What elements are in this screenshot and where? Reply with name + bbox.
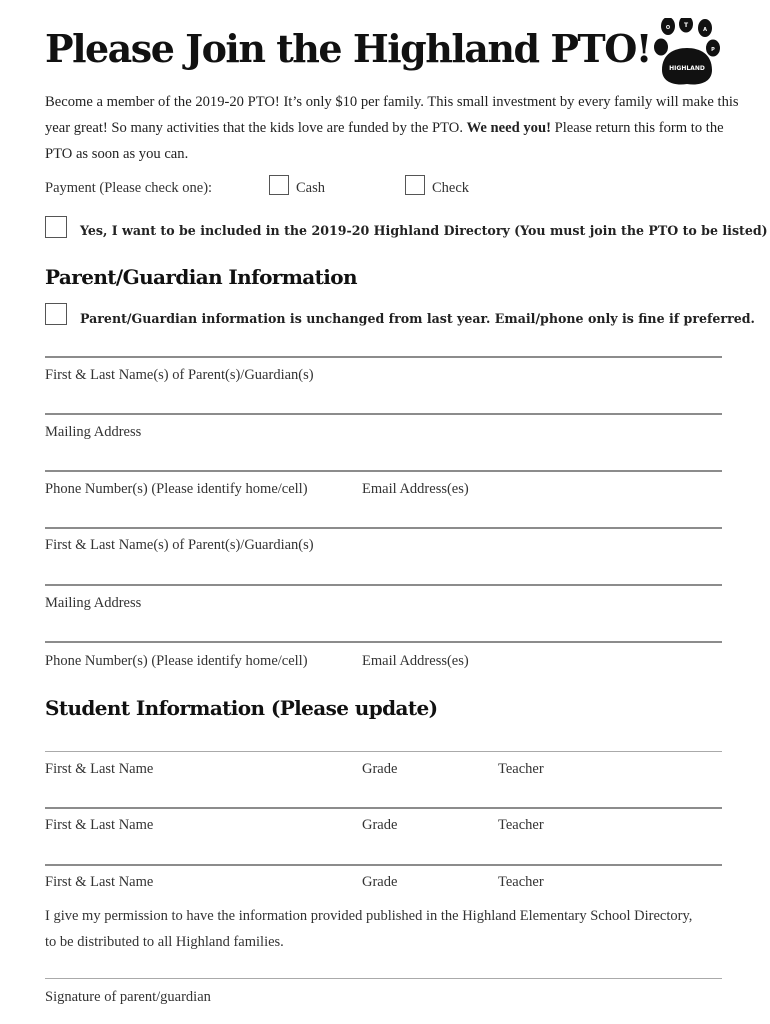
signature-label: Signature of parent/guardian	[45, 989, 211, 1005]
parent2-name-field[interactable]	[45, 489, 722, 529]
permission-statement: I give my permission to have the information provided published in the Highland Elementary School Directory, to be distributed to all Highland families.	[45, 908, 693, 950]
intro-paragraph	[45, 89, 745, 167]
parent2-email-label: Email Address(es)	[362, 653, 469, 669]
parent2-address-field[interactable]	[45, 546, 722, 586]
student1-grade-label: Grade	[362, 761, 398, 777]
parent-section-heading: Parent/Guardian Information	[45, 265, 357, 289]
intro-text-after: Please return this form to the PTO as soon as you can.	[45, 120, 724, 162]
student2-teacher-label: Teacher	[498, 817, 544, 833]
intro-text: Become a member of the 2019-20 PTO! It’s only $10 per family. This small investment by every family will make this year great! So many activities that the kids love are funded by the PTO.	[45, 94, 739, 136]
parent1-name-label: First & Last Name(s) of Parent(s)/Guardian(s)	[45, 367, 314, 383]
student3-name-label: First & Last Name	[45, 874, 154, 890]
cash-label: Cash	[296, 180, 325, 196]
student3-grade-label: Grade	[362, 874, 398, 890]
paw-logo-icon	[652, 18, 724, 88]
parent1-phone-label: Phone Number(s) (Please identify home/cell)	[45, 481, 308, 497]
check-label: Check	[432, 180, 470, 196]
cash-checkbox[interactable]	[269, 175, 289, 195]
parent2-address-label: Mailing Address	[45, 595, 142, 611]
parent2-phone-label: Phone Number(s) (Please identify home/cell)	[45, 653, 308, 669]
svg-text:T: T	[683, 22, 689, 29]
parent1-name-field[interactable]	[45, 318, 722, 358]
signature-field[interactable]	[45, 940, 722, 980]
check-checkbox[interactable]	[405, 175, 425, 195]
parent2-name-label: First & Last Name(s) of Parent(s)/Guardian(s)	[45, 537, 314, 553]
svg-text:P: P	[711, 47, 715, 53]
page-title: Please Join the Highland PTO!	[45, 26, 651, 71]
student2-grade-label: Grade	[362, 817, 398, 833]
student-section-heading: Student Information (Please update)	[45, 696, 438, 720]
student1-name-label: First & Last Name	[45, 761, 154, 777]
student3-field[interactable]	[45, 826, 722, 866]
parent1-email-label: Email Address(es)	[362, 481, 469, 497]
intro-emphasis: We need you!	[466, 120, 551, 136]
parent1-contact-field[interactable]	[45, 432, 722, 472]
payment-label: Payment (Please check one):	[45, 180, 213, 196]
svg-text:A: A	[703, 27, 707, 33]
unchanged-label: Parent/Guardian information is unchanged from last year. Email/phone only is fine if preferred.	[80, 311, 755, 326]
logo-label: HIGHLAND	[669, 65, 705, 72]
svg-text:O: O	[665, 25, 671, 31]
directory-opt-in-label: Yes, I want to be included in the 2019-20 Highland Directory (You must join the PTO to be listed)	[80, 223, 768, 238]
student1-field[interactable]	[45, 713, 722, 753]
student2-name-label: First & Last Name	[45, 817, 154, 833]
student2-field[interactable]	[45, 769, 722, 809]
parent1-address-label: Mailing Address	[45, 424, 142, 440]
student1-teacher-label: Teacher	[498, 761, 544, 777]
parent1-address-field[interactable]	[45, 375, 722, 415]
student3-teacher-label: Teacher	[498, 874, 544, 890]
directory-checkbox[interactable]	[45, 216, 67, 238]
parent2-contact-field[interactable]	[45, 603, 722, 643]
